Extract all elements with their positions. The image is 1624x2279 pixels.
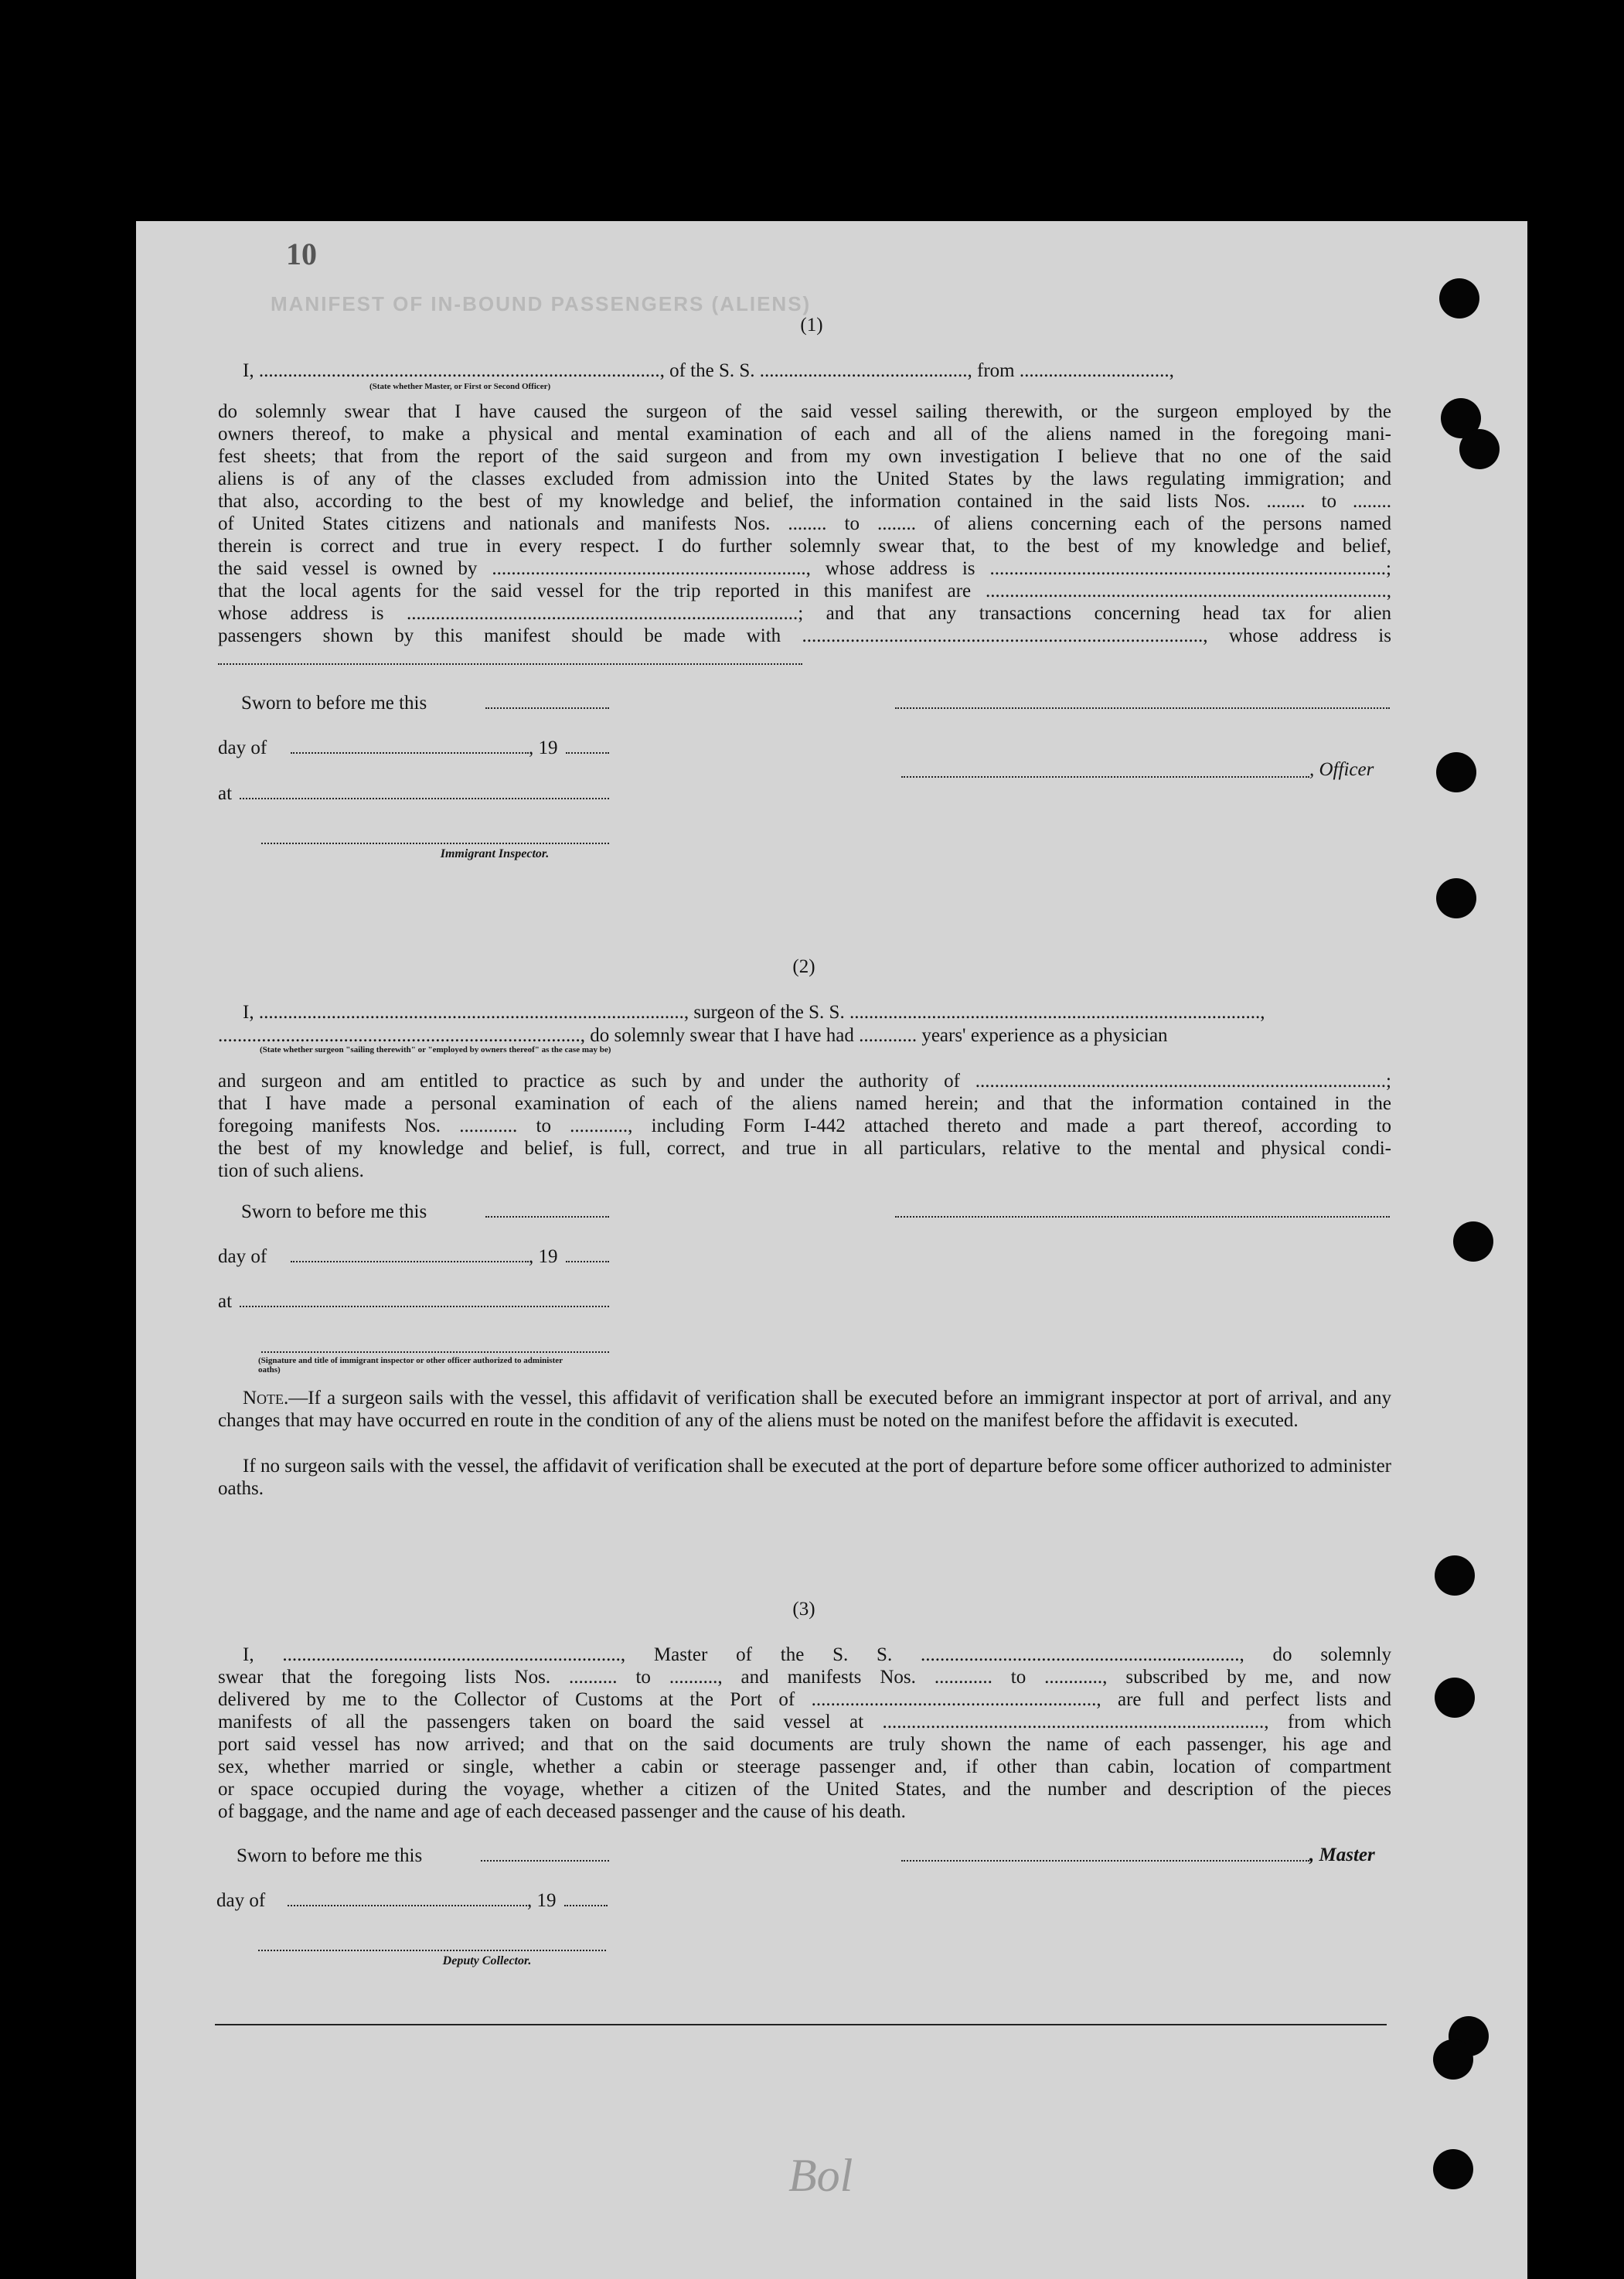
section-1-sworn-label: Sworn to before me this bbox=[241, 693, 427, 714]
section-2-body: and surgeon and am entitled to practice as such by and under the authority of .....................................................................................; that I have made a personal examination of each of the aliens named herein; and that the information contained in the foregoing manifests Nos. ............ to ............, including Form I-442 attached thereto and made a part thereof, according to the best of my knowledge and belief, is full, correct, and true in all particulars, relative to the mental and physical condi- tion of such aliens. bbox=[218, 1071, 1391, 1181]
section-1-inspector-signature-line bbox=[261, 843, 609, 844]
punch-hole bbox=[1439, 278, 1479, 319]
section-3-year-label: , 19 bbox=[527, 1890, 557, 1911]
bottom-rule bbox=[215, 2024, 1387, 2025]
section-3-number: (3) bbox=[792, 1599, 815, 1620]
section-1-inspector-label: Immigrant Inspector. bbox=[440, 847, 550, 860]
punch-hole bbox=[1433, 2039, 1473, 2080]
section-2-at-label: at bbox=[218, 1291, 233, 1312]
section-2-note-paragraph-2: If no surgeon sails with the vessel, the affidavit of verification shall be executed at the port of departure before some officer authorized to administer oaths. bbox=[218, 1456, 1391, 1499]
section-1-address-line bbox=[218, 663, 802, 665]
section-3-day-of-label: day of bbox=[216, 1890, 266, 1911]
note-heading: Note. bbox=[243, 1388, 289, 1409]
page-number-mark: 10 bbox=[286, 237, 317, 271]
faded-stamp: MANIFEST OF IN-BOUND PASSENGERS (ALIENS) bbox=[271, 292, 812, 315]
handwritten-mark: Bol bbox=[788, 2150, 853, 2201]
section-2-number: (2) bbox=[792, 956, 815, 977]
section-3-sworn-label: Sworn to before me this bbox=[237, 1845, 423, 1866]
punch-hole bbox=[1459, 429, 1500, 469]
section-2-day-of-label: day of bbox=[218, 1246, 267, 1267]
section-2-note-paragraph-1: Note.—If a surgeon sails with the vessel, this affidavit of verification shall be executed before an immigrant inspector at port of arrival, and any changes that may have occurred en route in the condition of any of the aliens must be noted on the manifest before the affidavit is executed. bbox=[218, 1388, 1391, 1431]
section-1-number: (1) bbox=[800, 315, 823, 336]
section-1-sworn-line bbox=[485, 707, 609, 709]
section-1-officer-note: (State whether Master, or First or Second Officer) bbox=[369, 382, 551, 391]
section-2-sworn-line bbox=[485, 1216, 609, 1218]
section-2-inspector-signature-line bbox=[261, 1351, 609, 1353]
section-1-body: do solemnly swear that I have caused the surgeon of the said vessel sailing therewith, or the surgeon employed by the owners thereof, to make a physical and mental examination of each and all of the aliens named in the foregoing mani- fest sheets; that from the report of the said surgeon and from my own investigation I believe that no one of the said aliens is of any of the classes excluded from admission into the United States by the laws regulating immigration; and that also, according to the best of my knowledge and belief, the information contained in the said lists Nos. ........ to ........ of United States citizens and nationals and manifests Nos. ........ to ........ of aliens concerning each of the persons named therein is correct and true in every respect. I do further solemnly swear that, to the best of my knowledge and belief, the said vessel is owned by ................................................................., whose address is ..................................................................................; that the local agents for the said vessel for the trip reported in this manifest are ..................................................................................., whose address is .................................................................................; and that any transactions concerning head tax for alien passengers shown by this manifest should be made with ..................................................................................., whose address is bbox=[218, 401, 1391, 646]
section-1-officer-signature-line-2 bbox=[901, 776, 1309, 778]
section-2-at-line bbox=[240, 1306, 609, 1307]
punch-hole bbox=[1436, 878, 1476, 918]
punch-hole bbox=[1435, 1678, 1475, 1718]
punch-hole bbox=[1435, 1555, 1475, 1596]
section-1-officer-label: , Officer bbox=[1309, 759, 1374, 780]
section-2-signature-note: (Signature and title of immigrant inspector or other officer authorized to administer oaths) bbox=[258, 1356, 563, 1375]
section-1-officer-signature-line-1 bbox=[895, 707, 1390, 709]
section-2-line-2: ..........................................................................., do solemnly swear that I have had ............ years' experience as a physician bbox=[218, 1025, 1168, 1046]
punch-hole bbox=[1433, 2149, 1473, 2189]
section-2-surgeon-note: (State whether surgeon "sailing therewith" or "employed by owners thereof" as the case may be) bbox=[260, 1045, 611, 1054]
section-3-master-label: , Master bbox=[1309, 1845, 1375, 1865]
section-3-collector-signature-line bbox=[258, 1950, 606, 1951]
section-3-year-line bbox=[564, 1905, 608, 1906]
section-3-day-line bbox=[288, 1905, 527, 1906]
section-3-collector-label: Deputy Collector. bbox=[442, 1954, 532, 1967]
section-3-master-signature-line bbox=[901, 1860, 1309, 1862]
section-1-day-of-label: day of bbox=[218, 738, 267, 758]
punch-hole bbox=[1453, 1221, 1493, 1262]
section-1-year-line bbox=[566, 752, 609, 754]
section-2-sworn-label: Sworn to before me this bbox=[241, 1201, 427, 1222]
section-2-year-line bbox=[566, 1261, 609, 1262]
section-1-intro: I, ..................................................................................., of the S. S. ..........................................., from ..............................., bbox=[243, 360, 1174, 381]
section-1-at-label: at bbox=[218, 783, 233, 804]
section-1-day-line bbox=[291, 752, 529, 754]
section-2-signature-line bbox=[895, 1216, 1390, 1218]
section-1-at-line bbox=[240, 798, 609, 799]
section-2-day-line bbox=[291, 1261, 529, 1262]
section-2-year-label: , 19 bbox=[529, 1246, 558, 1267]
punch-hole bbox=[1436, 752, 1476, 792]
section-3-sworn-line bbox=[481, 1860, 609, 1862]
section-1-year-label: , 19 bbox=[529, 738, 558, 758]
section-2-line-1: I, ........................................................................................, surgeon of the S. S. ....................................................................................., bbox=[243, 1002, 1265, 1023]
section-3-body: I, ......................................................................, Master of the S. S. .................................................................., do solemnly swear that the foregoing lists Nos. .......... to .........., and manifests Nos. ............ to ............, subscribed by me, and now delivered by me to the Collector of Customs at the Port of ..........................................................., are full and perfect lists and manifests of all the passengers taken on board the said vessel at ..............................................................................., from which port said vessel has now arrived; and that on the said documents are truly shown the name of each passenger, his age and sex, whether married or single, whether a cabin or steerage passenger and, if other than cabin, location of compartment or space occupied during the voyage, whether a citizen of the United States, and the number and description of the pieces of baggage, and the name and age of each deceased passenger and the cause of his death. bbox=[218, 1644, 1391, 1822]
